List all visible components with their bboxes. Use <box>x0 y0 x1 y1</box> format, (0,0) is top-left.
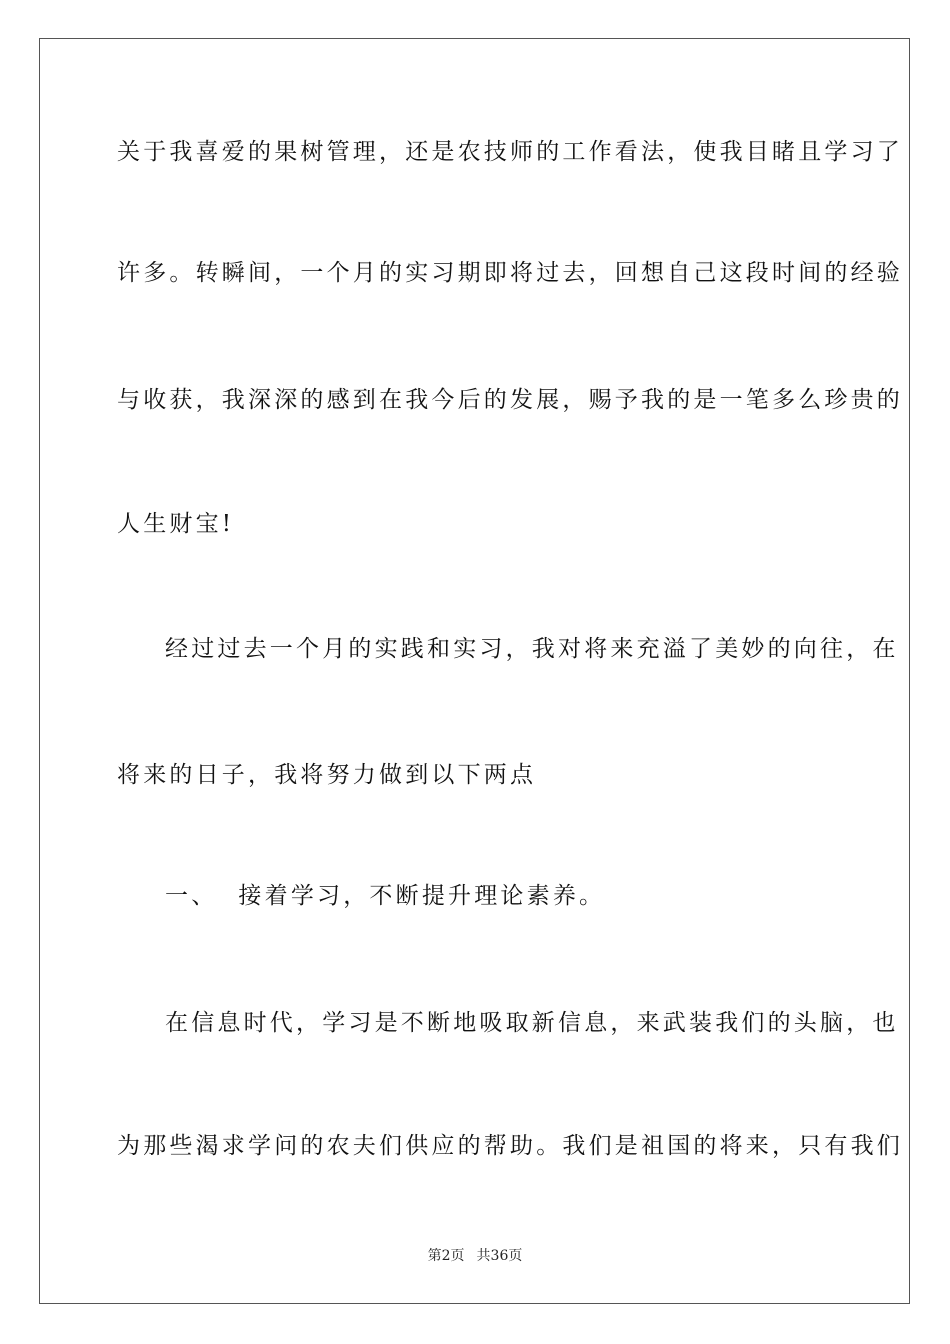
page-number: 第2页 <box>427 1248 465 1264</box>
paragraph-line: 许多。转瞬间，一个月的实习期即将过去，回想自己这段时间的经验 <box>117 260 903 286</box>
paragraph-line: 与收获，我深深的感到在我今后的发展，赐予我的是一笔多么珍贵的 <box>117 387 903 413</box>
paragraph-line: 将来的日子，我将努力做到以下两点 <box>117 762 537 788</box>
section-heading: 一、 接着学习，不断提升理论素养。 <box>165 883 606 909</box>
total-pages: 共36页 <box>476 1248 523 1264</box>
paragraph-line: 为那些渴求学问的农夫们供应的帮助。我们是祖国的将来，只有我们 <box>117 1133 903 1159</box>
paragraph-line: 在信息时代，学习是不断地吸取新信息，来武装我们的头脑，也 <box>165 1010 899 1036</box>
page-footer <box>0 1247 950 1265</box>
paragraph-line: 人生财宝! <box>117 511 235 537</box>
paragraph-line: 关于我喜爱的果树管理，还是农技师的工作看法，使我目睹且学习了 <box>117 139 903 165</box>
page-frame <box>39 38 910 1304</box>
paragraph-line: 经过过去一个月的实践和实习，我对将来充溢了美妙的向往，在 <box>165 636 899 662</box>
